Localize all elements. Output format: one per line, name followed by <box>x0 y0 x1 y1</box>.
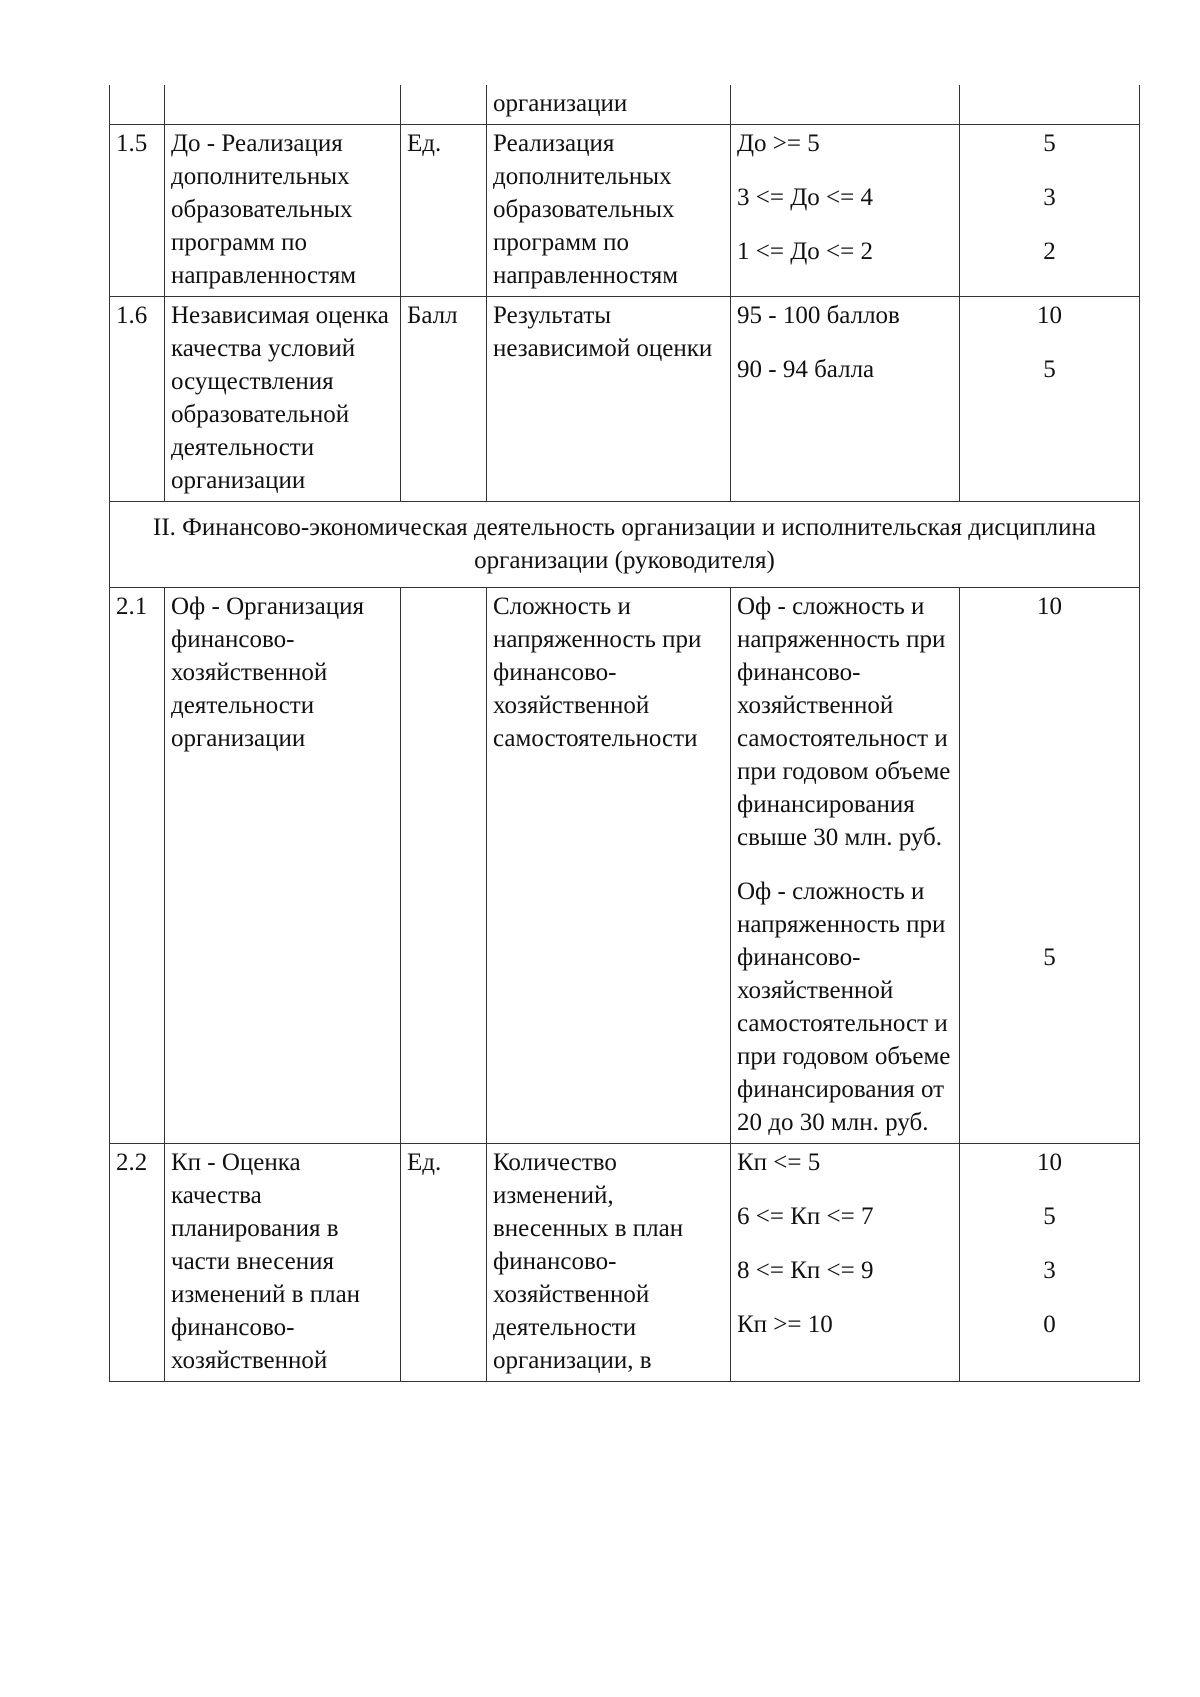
table-row <box>110 1144 1140 1382</box>
criterion: Кп >= 10 <box>737 1311 833 1338</box>
criterion: До >= 5 <box>737 130 820 157</box>
points-cell <box>960 588 1140 1144</box>
table-row <box>110 588 1140 1144</box>
points-value: 10 <box>1037 302 1062 329</box>
points-value: 5 <box>1043 1203 1056 1230</box>
indicator-description: организации <box>487 85 731 125</box>
points-cell <box>960 1144 1140 1382</box>
indicator-description: Реализация дополнительных образовательных программ по направленностям <box>487 125 731 297</box>
table-row <box>110 125 1140 297</box>
row-number <box>110 85 165 125</box>
criterion: 95 - 100 баллов <box>737 302 900 329</box>
row-number: 2.1 <box>110 588 165 1144</box>
criterion: 1 <= До <= 2 <box>737 238 873 265</box>
points-value: 10 <box>1037 1149 1062 1176</box>
points-cell <box>960 85 1140 125</box>
criteria-cell <box>731 85 960 125</box>
criteria-table <box>109 85 1140 1382</box>
section-heading-row <box>110 502 1140 588</box>
criterion: 6 <= Кп <= 7 <box>737 1203 874 1230</box>
points-cell <box>960 297 1140 502</box>
points-value: 5 <box>1043 130 1056 157</box>
indicator-name: Независимая оценка качества условий осуществления образовательной деятельности организации <box>165 297 401 502</box>
criteria-cell <box>731 297 960 502</box>
points-value: 10 <box>1037 593 1062 620</box>
indicator-name: Оф - Организация финансово-хозяйственной деятельности организации <box>165 588 401 1144</box>
points-value: 5 <box>1043 356 1056 383</box>
indicator-description: Количество изменений, внесенных в план финансово-хозяйственной деятельности организации, в <box>487 1144 731 1382</box>
section-heading: II. Финансово-экономическая деятельность организации и исполнительская дисциплина организации (руководителя) <box>110 502 1140 588</box>
points-cell <box>960 125 1140 297</box>
unit: Ед. <box>401 1144 487 1382</box>
criterion: Оф - сложность и напряженность при финансово-хозяйственной самостоятельност и при годовом объеме финансирования свыше 30 млн. руб. <box>737 593 951 851</box>
criterion: 90 - 94 балла <box>737 356 875 383</box>
unit <box>401 85 487 125</box>
points-value: 3 <box>1043 1257 1056 1284</box>
criterion: 3 <= До <= 4 <box>737 184 873 211</box>
criteria-cell <box>731 588 960 1144</box>
row-number: 1.6 <box>110 297 165 502</box>
points-value: 2 <box>1043 238 1056 265</box>
row-number: 1.5 <box>110 125 165 297</box>
unit: Ед. <box>401 125 487 297</box>
unit: Балл <box>401 297 487 502</box>
points-value: 3 <box>1043 184 1056 211</box>
indicator-name: Кп - Оценка качества планирования в части внесения изменений в план финансово-хозяйственной <box>165 1144 401 1382</box>
indicator-name: До - Реализация дополнительных образовательных программ по направленностям <box>165 125 401 297</box>
points-value: 5 <box>1043 944 1056 971</box>
indicator-description: Результаты независимой оценки <box>487 297 731 502</box>
unit <box>401 588 487 1144</box>
row-number: 2.2 <box>110 1144 165 1382</box>
table-row <box>110 85 1140 125</box>
indicator-description: Сложность и напряженность при финансово-хозяйственной самостоятельности <box>487 588 731 1144</box>
criterion: 8 <= Кп <= 9 <box>737 1257 874 1284</box>
indicator-name <box>165 85 401 125</box>
criteria-cell <box>731 1144 960 1382</box>
criterion: Оф - сложность и напряженность при финансово-хозяйственной самостоятельност и при годовом объеме финансирования от 20 до 30 млн. руб. <box>737 878 951 1136</box>
criteria-cell <box>731 125 960 297</box>
points-value: 0 <box>1043 1311 1056 1338</box>
table-row <box>110 297 1140 502</box>
criterion: Кп <= 5 <box>737 1149 821 1176</box>
